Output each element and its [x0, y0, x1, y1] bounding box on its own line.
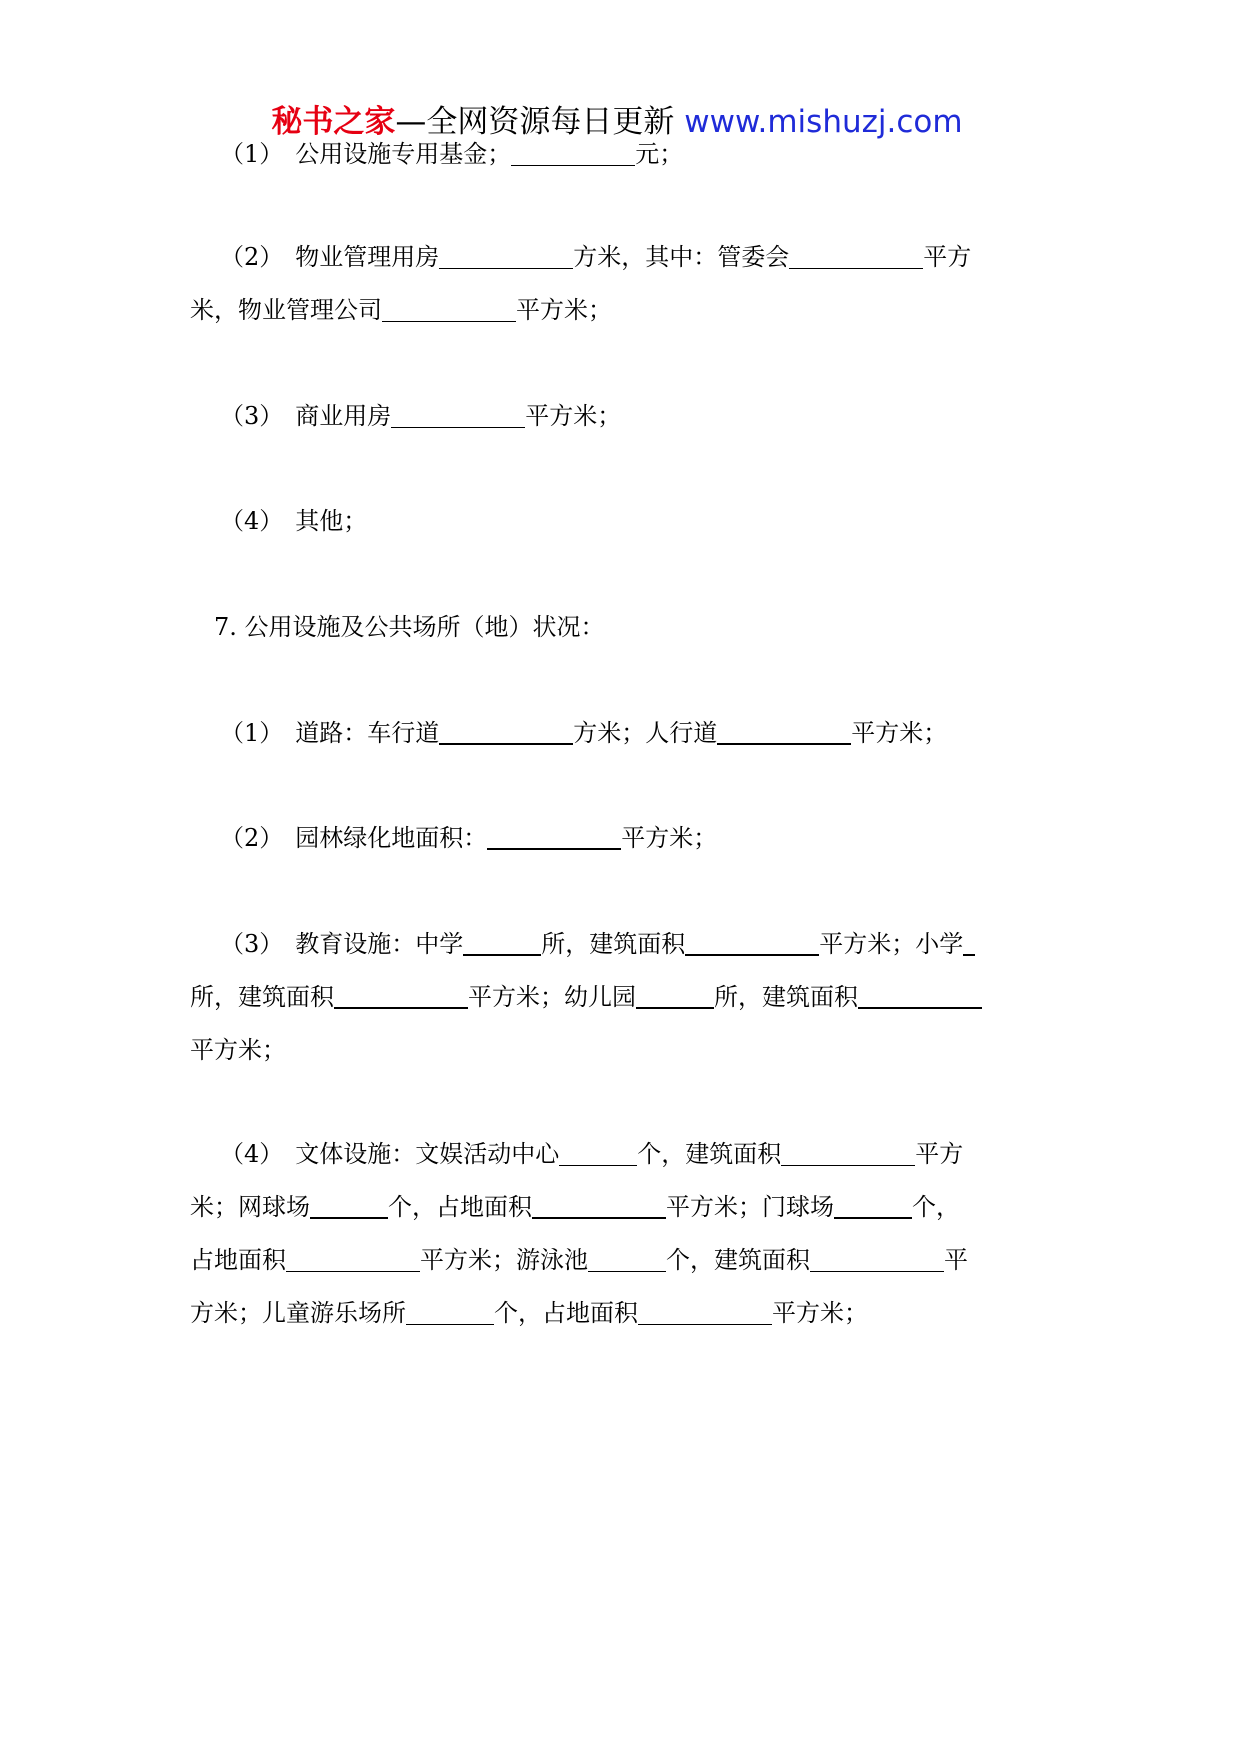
item-green-area: （2） 园林绿化地面积： 平方米； — [220, 820, 717, 856]
blank-field[interactable] — [781, 1137, 915, 1166]
item-commercial-rooms: （3） 商业用房 平方米； — [220, 398, 621, 434]
blank-field[interactable] — [588, 1243, 666, 1272]
item-other: （4） 其他； — [220, 507, 368, 535]
blank-field[interactable] — [834, 1189, 912, 1219]
item-education: （3） 教育设施：中学 所，建筑面积 平方米；小学 — [220, 926, 975, 962]
blank-field[interactable] — [559, 1137, 637, 1166]
item-culture-sports-cont: 米；网球场 个，占地面积 平方米；门球场 个， — [190, 1189, 960, 1225]
blank-field[interactable] — [334, 979, 468, 1009]
item-culture-sports-cont: 方米；儿童游乐场所 个，占地面积 平方米； — [190, 1295, 868, 1331]
blank-field[interactable] — [391, 399, 525, 428]
item-property-management-rooms-cont: 米，物业管理公司 平方米； — [190, 292, 612, 328]
section-7-heading: 7. 公用设施及公共场所（地）状况： — [214, 613, 605, 641]
blank-field[interactable] — [439, 240, 573, 269]
item-education-cont: 平方米； — [190, 1036, 286, 1064]
blank-field[interactable] — [810, 1243, 944, 1272]
item-roads: （1） 道路：车行道 方米；人行道 平方米； — [220, 715, 947, 751]
blank-field[interactable] — [286, 1243, 420, 1272]
blank-field[interactable] — [638, 1296, 772, 1325]
blank-field[interactable] — [382, 293, 516, 322]
item-public-facility-fund: （1） 公用设施专用基金； 元； — [220, 136, 683, 172]
item-property-management-rooms: （2） 物业管理用房 方米，其中：管委会 平方 — [220, 239, 971, 275]
blank-field[interactable] — [511, 137, 635, 166]
blank-field[interactable] — [532, 1189, 666, 1219]
item-education-cont: 所，建筑面积 平方米；幼儿园 所，建筑面积 — [190, 979, 982, 1015]
blank-field[interactable] — [487, 820, 621, 850]
header-url[interactable]: www.mishuzj.com — [684, 104, 963, 140]
blank-field[interactable] — [717, 715, 851, 745]
item-culture-sports: （4） 文体设施：文娱活动中心 个，建筑面积 平方 — [220, 1136, 963, 1172]
blank-field[interactable] — [463, 926, 541, 956]
blank-field[interactable] — [685, 926, 819, 956]
blank-field[interactable] — [789, 240, 923, 269]
item-culture-sports-cont: 占地面积 平方米；游泳池 个，建筑面积 平 — [190, 1242, 968, 1278]
brand-name: 秘书之家 — [271, 104, 396, 140]
header-tagline: —全网资源每日更新 — [395, 104, 675, 140]
blank-field[interactable] — [310, 1189, 388, 1219]
blank-field[interactable] — [406, 1296, 494, 1325]
blank-field[interactable] — [636, 979, 714, 1009]
blank-field[interactable] — [858, 979, 982, 1009]
blank-field[interactable] — [439, 715, 573, 745]
blank-field[interactable] — [963, 926, 975, 956]
